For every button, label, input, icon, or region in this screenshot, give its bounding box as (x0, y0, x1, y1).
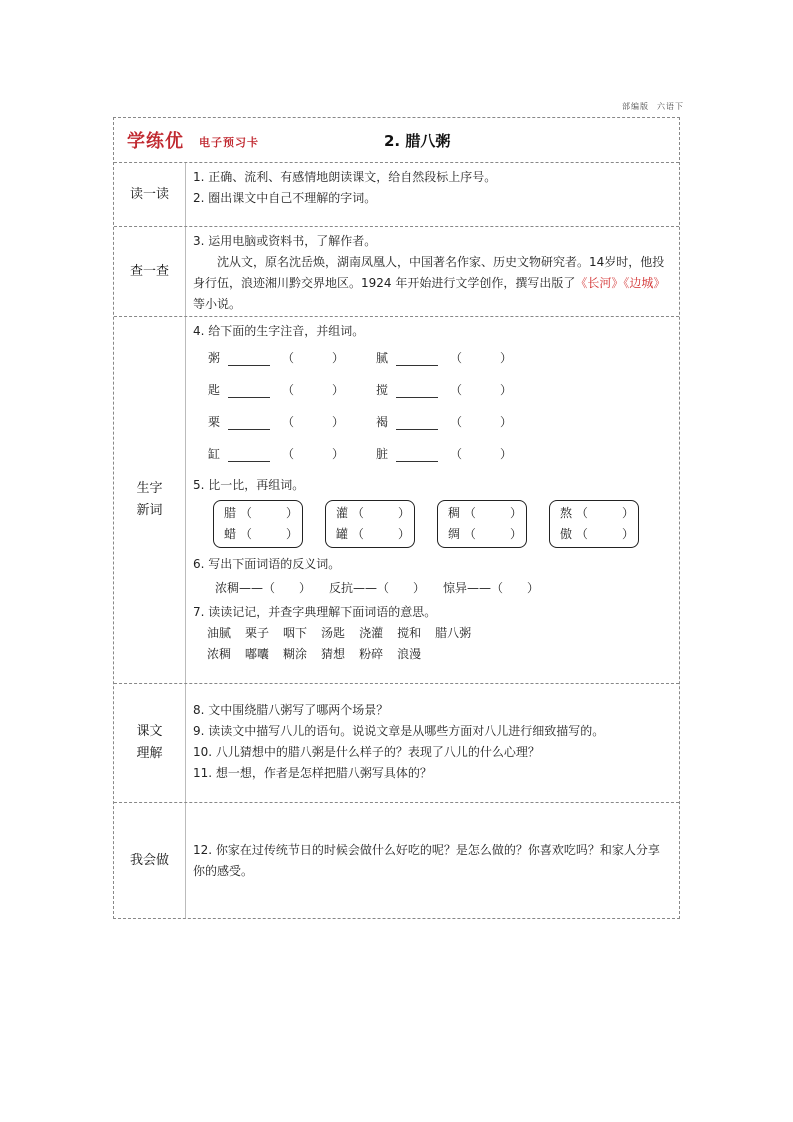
section-label (114, 317, 186, 683)
pinyin-blank[interactable] (396, 447, 438, 462)
label-line: 新词 (136, 503, 163, 518)
book-titles: 《长河》《边城》 (575, 276, 666, 290)
word-row (207, 644, 679, 665)
compare-box (325, 500, 415, 548)
task-item: 12. 你家在过传统节日的时候会做什么好吃的呢？是怎么做的？你喜欢吃吗？和家人分享你的感受。 (193, 842, 660, 878)
section-lookup (114, 227, 679, 317)
vocab-word: 糊涂 (283, 647, 308, 661)
section-content (186, 803, 679, 918)
bio-text: 沈从文，原名沈岳焕，湖南凤凰人，中国著名作家、历史文物研究者。14岁时，他投身行伍，浪迹湘川黔交界地区。1924 年开始进行文学创作，撰写出版了 (193, 255, 665, 290)
task-item: 9. 读读文中描写八儿的语句。说说文章是从哪些方面对八儿进行细致描写的。 (193, 724, 605, 738)
task-item: 10. 八儿猜想中的腊八粥是什么样子的？表现了八儿的什么心理？ (193, 745, 540, 759)
antonym-item[interactable]: 惊异——（ ） (443, 581, 540, 595)
pinyin-blank[interactable] (228, 351, 270, 366)
task-item: 8. 文中围绕腊八粥写了哪两个场景？ (193, 703, 389, 717)
character: 褐 (376, 414, 389, 429)
compare-line[interactable] (224, 503, 298, 524)
pinyin-item (376, 443, 536, 465)
task-item: 1. 正确、流利、有感情地朗读课文，给自然段标上序号。 (193, 170, 497, 184)
section-content (186, 684, 679, 802)
paren-close: ） (285, 506, 298, 520)
compare-line[interactable] (448, 503, 522, 524)
section-label: 读一读 (114, 163, 186, 226)
compare-box (213, 500, 303, 548)
section-label: 查一查 (114, 227, 186, 316)
compare-line[interactable] (336, 524, 410, 545)
compare-char: 蜡 （ (224, 527, 252, 541)
vocab-word: 浇灌 (359, 626, 384, 640)
paren-close: ） (331, 414, 344, 429)
paren-open: （ (450, 382, 463, 397)
pinyin-item (208, 443, 376, 465)
paren-open: （ (450, 446, 463, 461)
vocab-word: 粉碎 (359, 647, 384, 661)
compare-char: 灌 （ (336, 506, 364, 520)
word-blank[interactable] (450, 380, 512, 401)
paren-close: ） (397, 527, 410, 541)
compare-box (437, 500, 527, 548)
character: 搅 (376, 382, 389, 397)
compare-char: 稠 （ (448, 506, 476, 520)
paren-open: （ (282, 446, 295, 461)
section-content (186, 227, 679, 316)
paren-close: ） (499, 350, 512, 365)
vocab-word: 咽下 (283, 626, 308, 640)
character: 缸 (208, 446, 221, 461)
compare-box (549, 500, 639, 548)
antonym-item[interactable]: 反抗——（ ） (329, 581, 426, 595)
pinyin-blank[interactable] (396, 351, 438, 366)
paren-open: （ (282, 350, 295, 365)
author-bio (193, 252, 679, 315)
paren-close: ） (331, 350, 344, 365)
publisher-label: 部编版 (622, 102, 649, 111)
task-item: 6. 写出下面词语的反义词。 (193, 557, 341, 571)
pinyin-blank[interactable] (396, 383, 438, 398)
label-line: 课文 (136, 724, 163, 739)
paren-open: （ (282, 382, 295, 397)
paren-close: ） (509, 527, 522, 541)
edition-label (614, 101, 684, 112)
task-item: 3. 运用电脑或资料书，了解作者。 (193, 234, 377, 248)
paren-close: ） (331, 446, 344, 461)
paren-close: ） (509, 506, 522, 520)
task-item: 4. 给下面的生字注音，并组词。 (193, 324, 365, 338)
character: 腻 (376, 350, 389, 365)
section-content (186, 317, 679, 683)
character: 栗 (208, 414, 221, 429)
word-blank[interactable] (282, 412, 344, 433)
section-practice (114, 803, 679, 918)
task-item: 11. 想一想，作者是怎样把腊八粥写具体的？ (193, 766, 432, 780)
word-blank[interactable] (450, 444, 512, 465)
brand-subtitle: 电子预习卡 (199, 136, 259, 149)
pinyin-item (376, 347, 536, 369)
compare-char: 熬 （ (560, 506, 588, 520)
section-understand (114, 684, 679, 803)
character: 粥 (208, 350, 221, 365)
word-blank[interactable] (450, 412, 512, 433)
paren-close: ） (285, 527, 298, 541)
vocab-word: 浓稠 (207, 647, 232, 661)
paren-open: （ (282, 414, 295, 429)
vocab-word: 栗子 (245, 626, 270, 640)
paren-close: ） (499, 414, 512, 429)
compare-char: 腊 （ (224, 506, 252, 520)
section-read (114, 163, 679, 227)
lesson-title: 2. 腊八粥 (384, 132, 451, 150)
task-item: 5. 比一比，再组词。 (193, 478, 305, 492)
character: 脏 (376, 446, 389, 461)
compare-char: 傲 （ (560, 527, 588, 541)
compare-line[interactable] (560, 503, 634, 524)
vocab-word: 腊八粥 (435, 626, 472, 640)
vocab-word: 嘟囔 (245, 647, 270, 661)
card-header (114, 118, 679, 163)
pinyin-blank[interactable] (228, 447, 270, 462)
preview-card (113, 117, 680, 919)
paren-open: （ (450, 414, 463, 429)
word-blank[interactable] (282, 348, 344, 369)
vocab-word: 浪漫 (397, 647, 422, 661)
section-label (114, 684, 186, 802)
paren-close: ） (499, 446, 512, 461)
pinyin-item (208, 379, 376, 401)
compare-line[interactable] (448, 524, 522, 545)
label-line: 生字 (136, 481, 163, 496)
pinyin-item (208, 411, 376, 433)
task-item: 2. 圈出课文中自己不理解的字词。 (193, 191, 377, 205)
grade-label: 六语下 (657, 102, 684, 111)
antonym-item[interactable]: 浓稠——（ ） (215, 581, 312, 595)
compare-boxes (213, 500, 679, 548)
section-content (186, 163, 679, 226)
paren-open: （ (450, 350, 463, 365)
vocab-word: 汤匙 (321, 626, 346, 640)
word-blank[interactable] (282, 380, 344, 401)
label-line: 理解 (136, 746, 163, 761)
paren-close: ） (621, 506, 634, 520)
paren-close: ） (331, 382, 344, 397)
section-vocab (114, 317, 679, 684)
pinyin-item (376, 379, 536, 401)
paren-close: ） (499, 382, 512, 397)
vocab-word: 猜想 (321, 647, 346, 661)
section-label: 我会做 (114, 803, 186, 918)
pinyin-blank[interactable] (228, 415, 270, 430)
pinyin-item (376, 411, 536, 433)
compare-char: 绸 （ (448, 527, 476, 541)
vocab-word: 搅和 (397, 626, 422, 640)
pinyin-blank[interactable] (396, 415, 438, 430)
compare-line[interactable] (560, 524, 634, 545)
task-item: 7. 读读记记，并查字典理解下面词语的意思。 (193, 605, 437, 619)
paren-close: ） (621, 527, 634, 541)
brand-logo: 学练优 (127, 131, 184, 152)
compare-line[interactable] (224, 524, 298, 545)
word-blank[interactable] (282, 444, 344, 465)
paren-close: ） (397, 506, 410, 520)
compare-line[interactable] (336, 503, 410, 524)
word-row (207, 623, 679, 644)
pinyin-item (208, 347, 376, 369)
bio-text-end: 等小说。 (193, 297, 242, 311)
word-blank[interactable] (450, 348, 512, 369)
pinyin-grid (208, 347, 679, 465)
compare-char: 罐 （ (336, 527, 364, 541)
pinyin-blank[interactable] (228, 383, 270, 398)
character: 匙 (208, 382, 221, 397)
antonym-list (215, 578, 679, 599)
vocab-word: 油腻 (207, 626, 232, 640)
